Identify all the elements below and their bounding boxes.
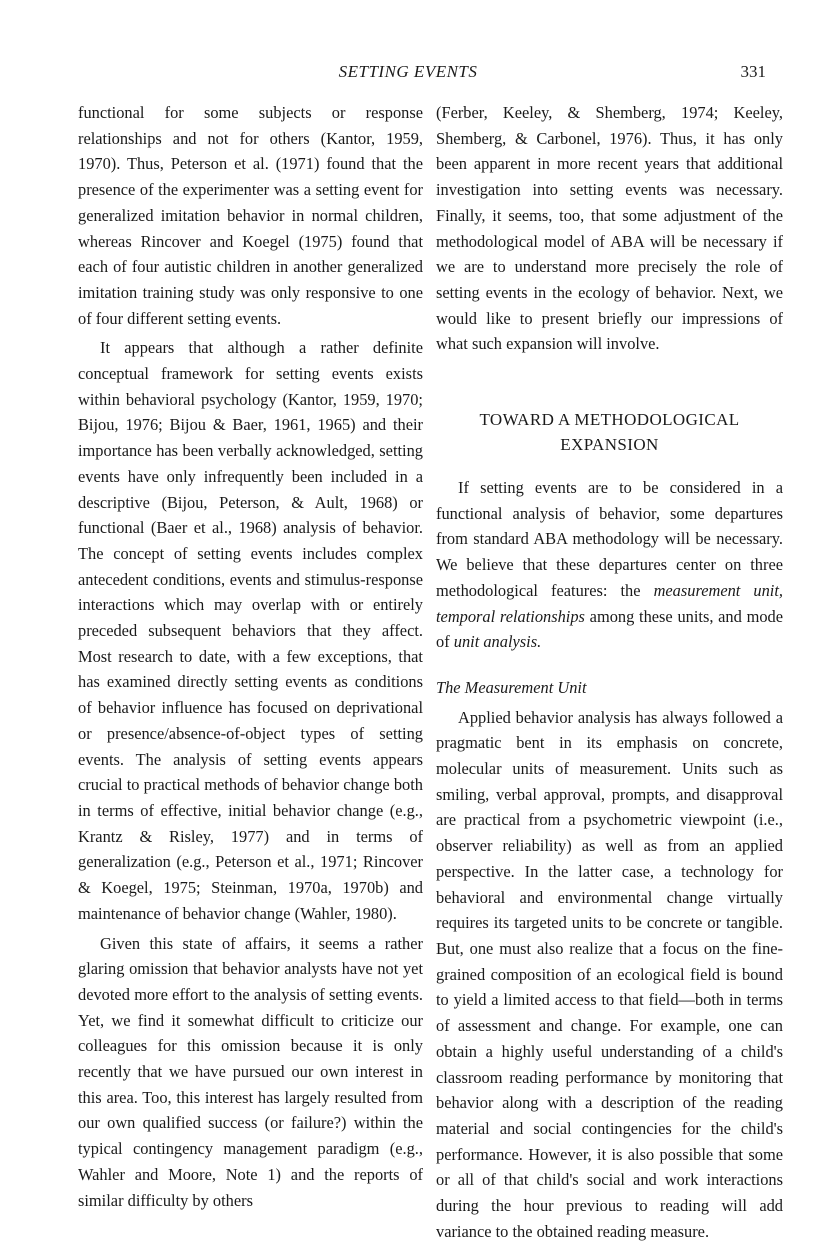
text-run: among these units, and mode of [436,606,783,652]
paragraph: It appears that although a rather definite conceptual framework for setting events exists within behavioral psychology (Kantor, 1959, 1970; Bijou, 1976; Bijou & Baer, 1961, 1965) and their importance has been verbally acknowledged, setting events have only infrequently been included in a descriptive (Bijou, Peterson, & Ault, 1968) or functional (Baer et al., 1968) analysis of behavior. The concept of setting events includes complex antecedent conditions, events and stimulus-response interactions which may overlap with or entirely preceded subsequent behaviors that they affect. Most research to date, with a few exceptions, that has examined directly setting events as conditions of behavior influence has focused on deprivational or presence/absence-of-object types of setting events. The analysis of setting events appears crucial to practical methods of behavior change both in terms of effective, initial behavior change (e.g., Krantz & Risley, 1977) and in terms of generalization (e.g., Peterson et al., 1971; Rincover & Koegel, 1975; Steinman, 1970a, 1970b) and maintenance of behavior change (Wahler, 1980). [78,338,423,923]
paragraph: Given this state of affairs, it seems a rather glaring omission that behavior analysts have not yet devoted more effort to the analysis of setting events. Yet, we find it somewhat difficult to criticize our colleagues for this omission because it is only recently that we have pursued our own interest in this area. Too, this interest has largely resulted from our own qualified success (or failure?) within the typical contingency management paradigm (e.g., Wahler and Moore, Note 1) and the reports of similar difficulty by others [78,933,423,1210]
running-title: SETTING EVENTS [338,62,478,81]
paragraph: functional for some subjects or response relationships and not for others (Kantor, 1959, 1970). Thus, Peterson et al. (1971) found that the presence of the experimenter was a setting event for generalized imitation behavior in normal children, whereas Rincover and Koegel (1975) found that each of four autistic children in another generalized imitation training study was only responsive to one of four different setting events. [78,103,423,328]
section-heading [436,407,783,457]
subsection-heading: The Measurement Unit [436,677,587,697]
text-run: If setting events are to be considered in a functional analysis of behavior, some departures from standard ABA methodology will be necessary. We believe that these departures center on three methodological features: the [436,478,783,600]
left-column [78,100,423,1213]
right-column [436,100,783,1244]
keyword: measurement unit, temporal relationships [436,580,783,626]
running-head [0,62,816,86]
paragraph: Applied behavior analysis has always followed a pragmatic bent in its emphasis on concrete, molecular units of measurement. Units such as smiling, verbal approval, prompts, and disapproval are practical from a psychometric viewpoint (i.e., observer reliability) as well as from an applied perspective. In the latter case, a technology for behavioral and environmental change virtually requires its targeted units to be concrete or tangible. But, one must also realize that a focus on the fine-grained composition of an ecological field is bound to yield a limited access to that field—both in terms of assessment and change. For example, one can obtain a highly useful understanding of a child's classroom reading performance by monitoring that behavior along with a description of the reading material and social contingencies for the child's performance. However, it is also possible that some or all of that child's social and work interactions during the hour previous to reading will add variance to the obtained reading measure. [436,707,783,1241]
section-heading-line: EXPANSION [560,435,659,455]
paragraph [436,475,783,655]
paragraph: (Ferber, Keeley, & Shemberg, 1974; Keeley, Shemberg, & Carbonel, 1976). Thus, it has only been apparent in more recent years that additional investigation into setting events was necessary. Finally, it seems, too, that some adjustment of the methodological model of ABA will be necessary if we are to understand more precisely the role of setting events in the ecology of behavior. Next, we would like to present briefly our impressions of what such expansion will involve. [436,103,783,354]
page-number: 331 [740,62,766,81]
section-heading-line: TOWARD A METHODOLOGICAL [479,410,740,430]
keyword: unit analysis. [453,632,542,652]
